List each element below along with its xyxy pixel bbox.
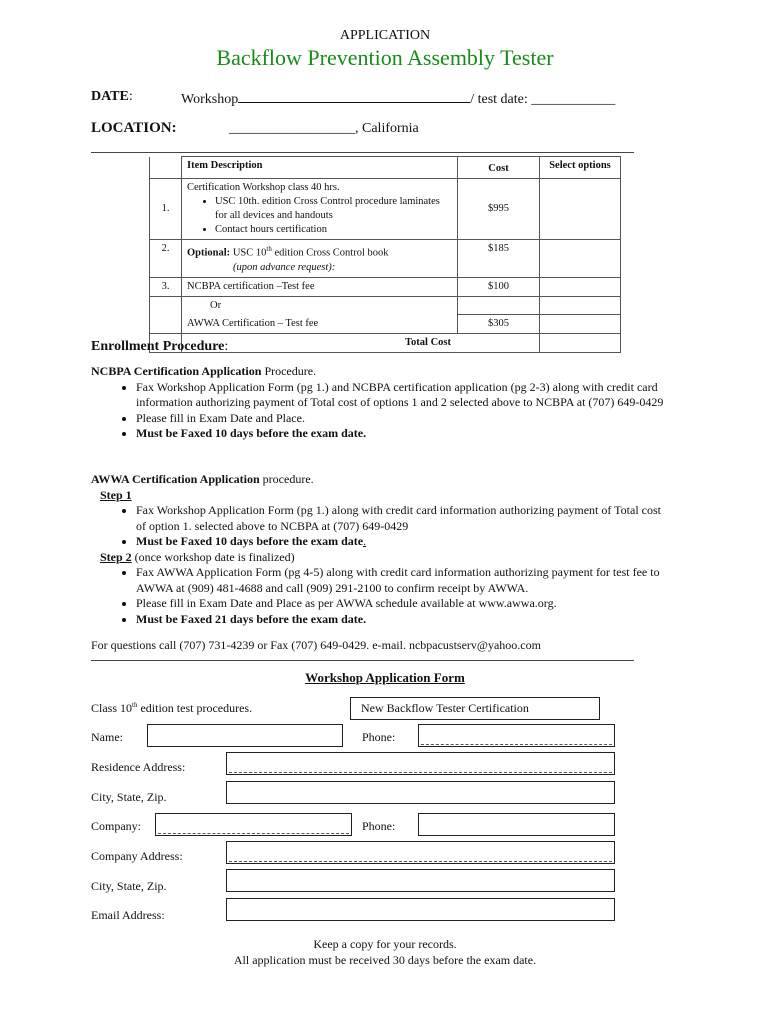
header-item-description: Item Description: [182, 157, 458, 179]
row-cost: $100: [458, 277, 540, 296]
row-cost: $305: [458, 315, 540, 334]
row-cost: $995: [458, 179, 540, 240]
residence-address-input[interactable]: [226, 752, 615, 775]
table-row: [150, 277, 621, 296]
name-label: Name:: [91, 730, 123, 744]
company-address-label: Company Address:: [91, 849, 183, 863]
workshop-field[interactable]: [181, 89, 615, 108]
location-field[interactable]: __________________, California: [229, 121, 419, 136]
select-option-2[interactable]: [540, 240, 621, 278]
select-option-awwa[interactable]: [540, 315, 621, 334]
date-label: DATE:: [91, 89, 133, 104]
phone-label: Phone:: [362, 730, 396, 744]
row-description: Certification Workshop class 40 hrs. • USC 10th. edition Cross Control procedure laminates for all devices and handouts • Contact hours certification: [182, 179, 458, 240]
class-label: Class 10th edition test procedures.: [91, 701, 253, 715]
city-state-zip-input[interactable]: [226, 781, 615, 804]
name-input[interactable]: [147, 724, 343, 747]
row-description: AWWA Certification – Test fee: [182, 315, 458, 334]
row-description: Optional: USC 10th edition Cross Control book (upon advance request):: [182, 240, 458, 278]
select-option-1[interactable]: [540, 179, 621, 240]
company-city-state-zip-label: City, State, Zip.: [91, 879, 167, 893]
ncbpa-procedure: NCBPA Certification Application Procedure. • Fax Workshop Application Form (pg 1.) and NCBPA certification application (pg 2-3) along with credit card information authorizing payment of Total cost of options 1 and 2 selected above to NCBPA at (707) 649-0429 • Please fill in Exam Date and Place. • Must be Faxed 10 days before the exam date.: [91, 364, 671, 442]
application-label: APPLICATION: [339, 28, 431, 43]
select-option-3[interactable]: [540, 277, 621, 296]
location-label: LOCATION:: [91, 120, 177, 136]
company-phone-input[interactable]: [418, 813, 615, 836]
options-table: [149, 156, 621, 353]
email-address-input[interactable]: [226, 898, 615, 921]
company-label: Company:: [91, 819, 141, 833]
table-row: [150, 179, 621, 240]
questions-contact: For questions call (707) 731-4239 or Fax (707) 649-0429. e-mail. ncbpacustserv@yahoo.com: [91, 638, 541, 652]
residence-address-label: Residence Address:: [91, 760, 186, 774]
footer-deadline: All application must be received 30 days before the exam date.: [233, 953, 537, 967]
city-state-zip-label: City, State, Zip.: [91, 790, 167, 804]
table-header-row: [150, 157, 621, 179]
footer-keep-copy: Keep a copy for your records.: [313, 937, 457, 951]
table-row: [150, 296, 621, 315]
table-row: [150, 315, 621, 334]
form-title: Workshop Application Form: [305, 670, 465, 685]
table-row: [150, 240, 621, 278]
or-label: Or: [182, 296, 458, 315]
row-cost: $185: [458, 240, 540, 278]
company-city-state-zip-input[interactable]: [226, 869, 615, 892]
company-input[interactable]: [155, 813, 352, 836]
header-select-options: Select options: [540, 157, 621, 179]
test-date-label: / test date: ____________: [470, 92, 616, 107]
row-number: 1.: [150, 179, 182, 240]
enrollment-heading: Enrollment Procedure:: [91, 339, 229, 354]
company-phone-label: Phone:: [362, 819, 396, 833]
phone-input[interactable]: [418, 724, 615, 747]
email-address-label: Email Address:: [91, 908, 165, 922]
divider-middle: [91, 660, 634, 661]
workshop-label: Workshop: [181, 92, 239, 107]
row-number: 2.: [150, 240, 182, 278]
header-cost: Cost: [458, 157, 540, 179]
row-description: NCBPA certification –Test fee: [182, 277, 458, 296]
total-cost-label: Total Cost: [182, 334, 540, 353]
total-cost-field[interactable]: [540, 334, 621, 353]
row-number: 3.: [150, 277, 182, 296]
page-title: Backflow Prevention Assembly Tester: [216, 45, 554, 70]
certification-type-field[interactable]: New Backflow Tester Certification: [350, 697, 600, 720]
company-address-input[interactable]: [226, 841, 615, 864]
divider-top: [91, 152, 634, 153]
awwa-procedure: AWWA Certification Application procedure. Step 1 • Fax Workshop Application Form (pg 1.) along with credit card information authorizing payment of Total cost of option 1. selected above to NCBPA at (707) 649-0429 • Must be Faxed 10 days before the exam date. Step 2 (once workshop date is finalized) • Fax AWWA Application Form (pg 4-5) along with credit card information authorizing payment for test fee to AWWA at (909) 481-4688 and call (909) 291-2100 to confirm receipt by AWWA. • Please fill in Exam Date and Place as per AWWA schedule available at www.awwa.org. • Must be Faxed 21 days before the exam date.: [91, 472, 671, 627]
